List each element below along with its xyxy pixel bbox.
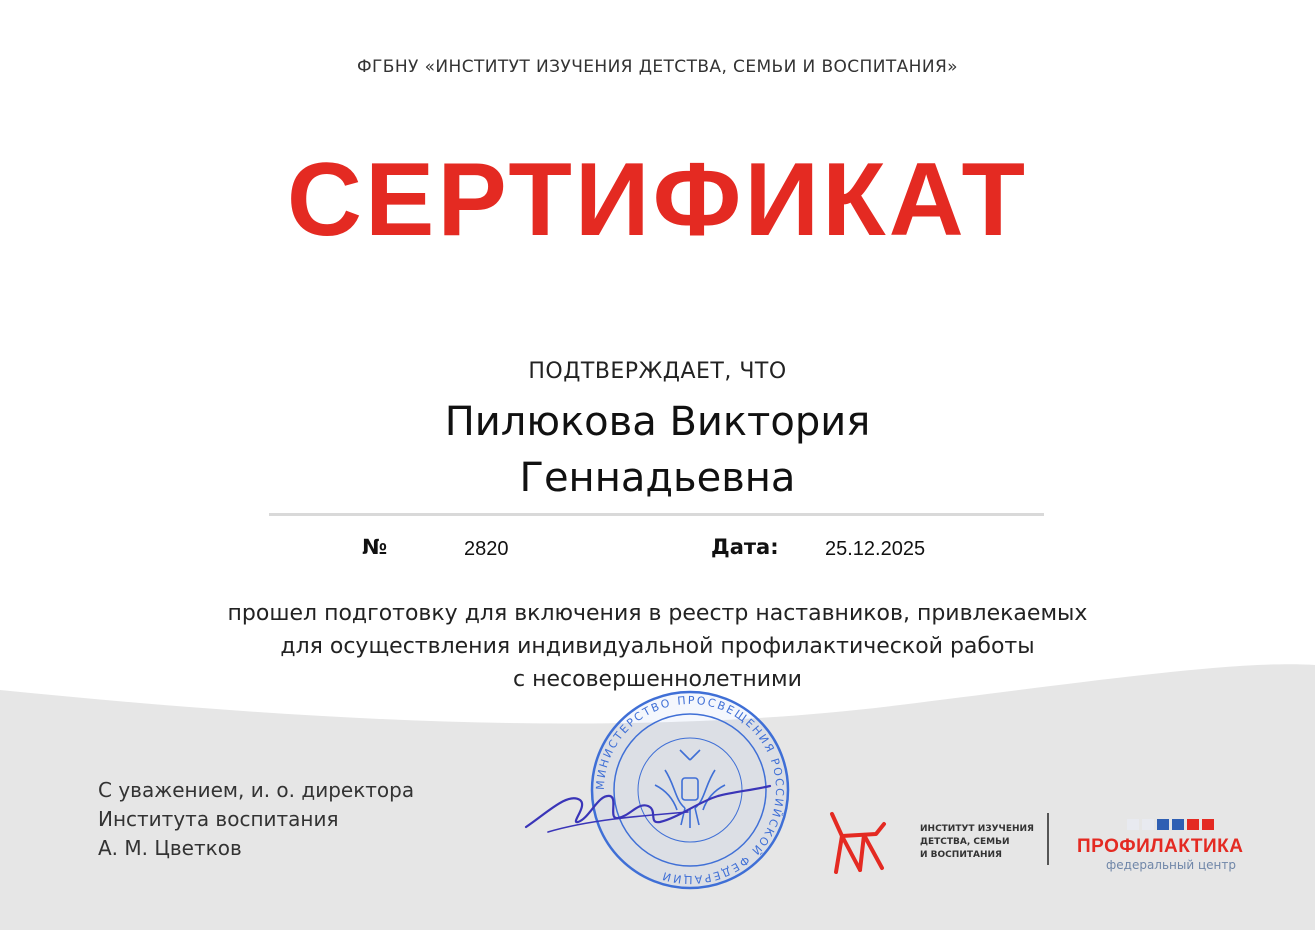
stamp-text: МИНИСТЕРСТВО ПРОСВЕЩЕНИЯ РОССИЙСКОЙ ФЕДЕРАЦИИ <box>593 693 787 887</box>
profilaktika-squares-icon <box>1127 815 1217 834</box>
date-value: 25.12.2025 <box>825 538 926 560</box>
description-line: прошел подготовку для включения в реестр наставников, привлекаемых <box>227 601 1088 626</box>
logo-divider <box>1047 813 1049 865</box>
number-label: № <box>362 535 388 559</box>
recipient-name-line2: Геннадьевна <box>519 455 796 501</box>
name-underline <box>269 513 1044 516</box>
organization-name: ФГБНУ «ИНСТИТУТ ИЗУЧЕНИЯ ДЕТСТВА, СЕМЬИ И ВОСПИТАНИЯ» <box>357 57 958 77</box>
institute-logo-line: И ВОСПИТАНИЯ <box>920 850 1002 860</box>
description-line: для осуществления индивидуальной профилактической работы <box>280 634 1035 659</box>
institute-logo-text <box>920 823 1034 862</box>
description-line: с несовершеннолетними <box>513 667 802 692</box>
date-label: Дата: <box>711 535 779 559</box>
institute-logo-line: ИНСТИТУТ ИЗУЧЕНИЯ <box>920 824 1034 834</box>
description <box>0 597 1315 696</box>
signatory-line: Института воспитания <box>98 807 339 831</box>
recipient-name-line1: Пилюкова Виктория <box>444 399 871 445</box>
signatory-line: С уважением, и. о. директора <box>98 778 415 802</box>
signatory-name: А. М. Цветков <box>98 836 242 860</box>
institute-logo-line: ДЕТСТВА, СЕМЬИ <box>920 837 1010 847</box>
certificate-title: СЕРТИФИКАТ <box>286 142 1029 258</box>
number-value: 2820 <box>464 538 509 560</box>
profilaktika-logo-name: ПРОФИЛАКТИКА <box>1077 836 1244 857</box>
signature <box>518 772 778 842</box>
signatory-block <box>98 776 414 863</box>
institute-logo-icon <box>826 810 888 876</box>
confirms-caption: ПОДТВЕРЖДАЕТ, ЧТО <box>528 359 787 384</box>
profilaktika-logo-subtitle: федеральный центр <box>1106 858 1236 872</box>
recipient-name <box>0 394 1315 506</box>
